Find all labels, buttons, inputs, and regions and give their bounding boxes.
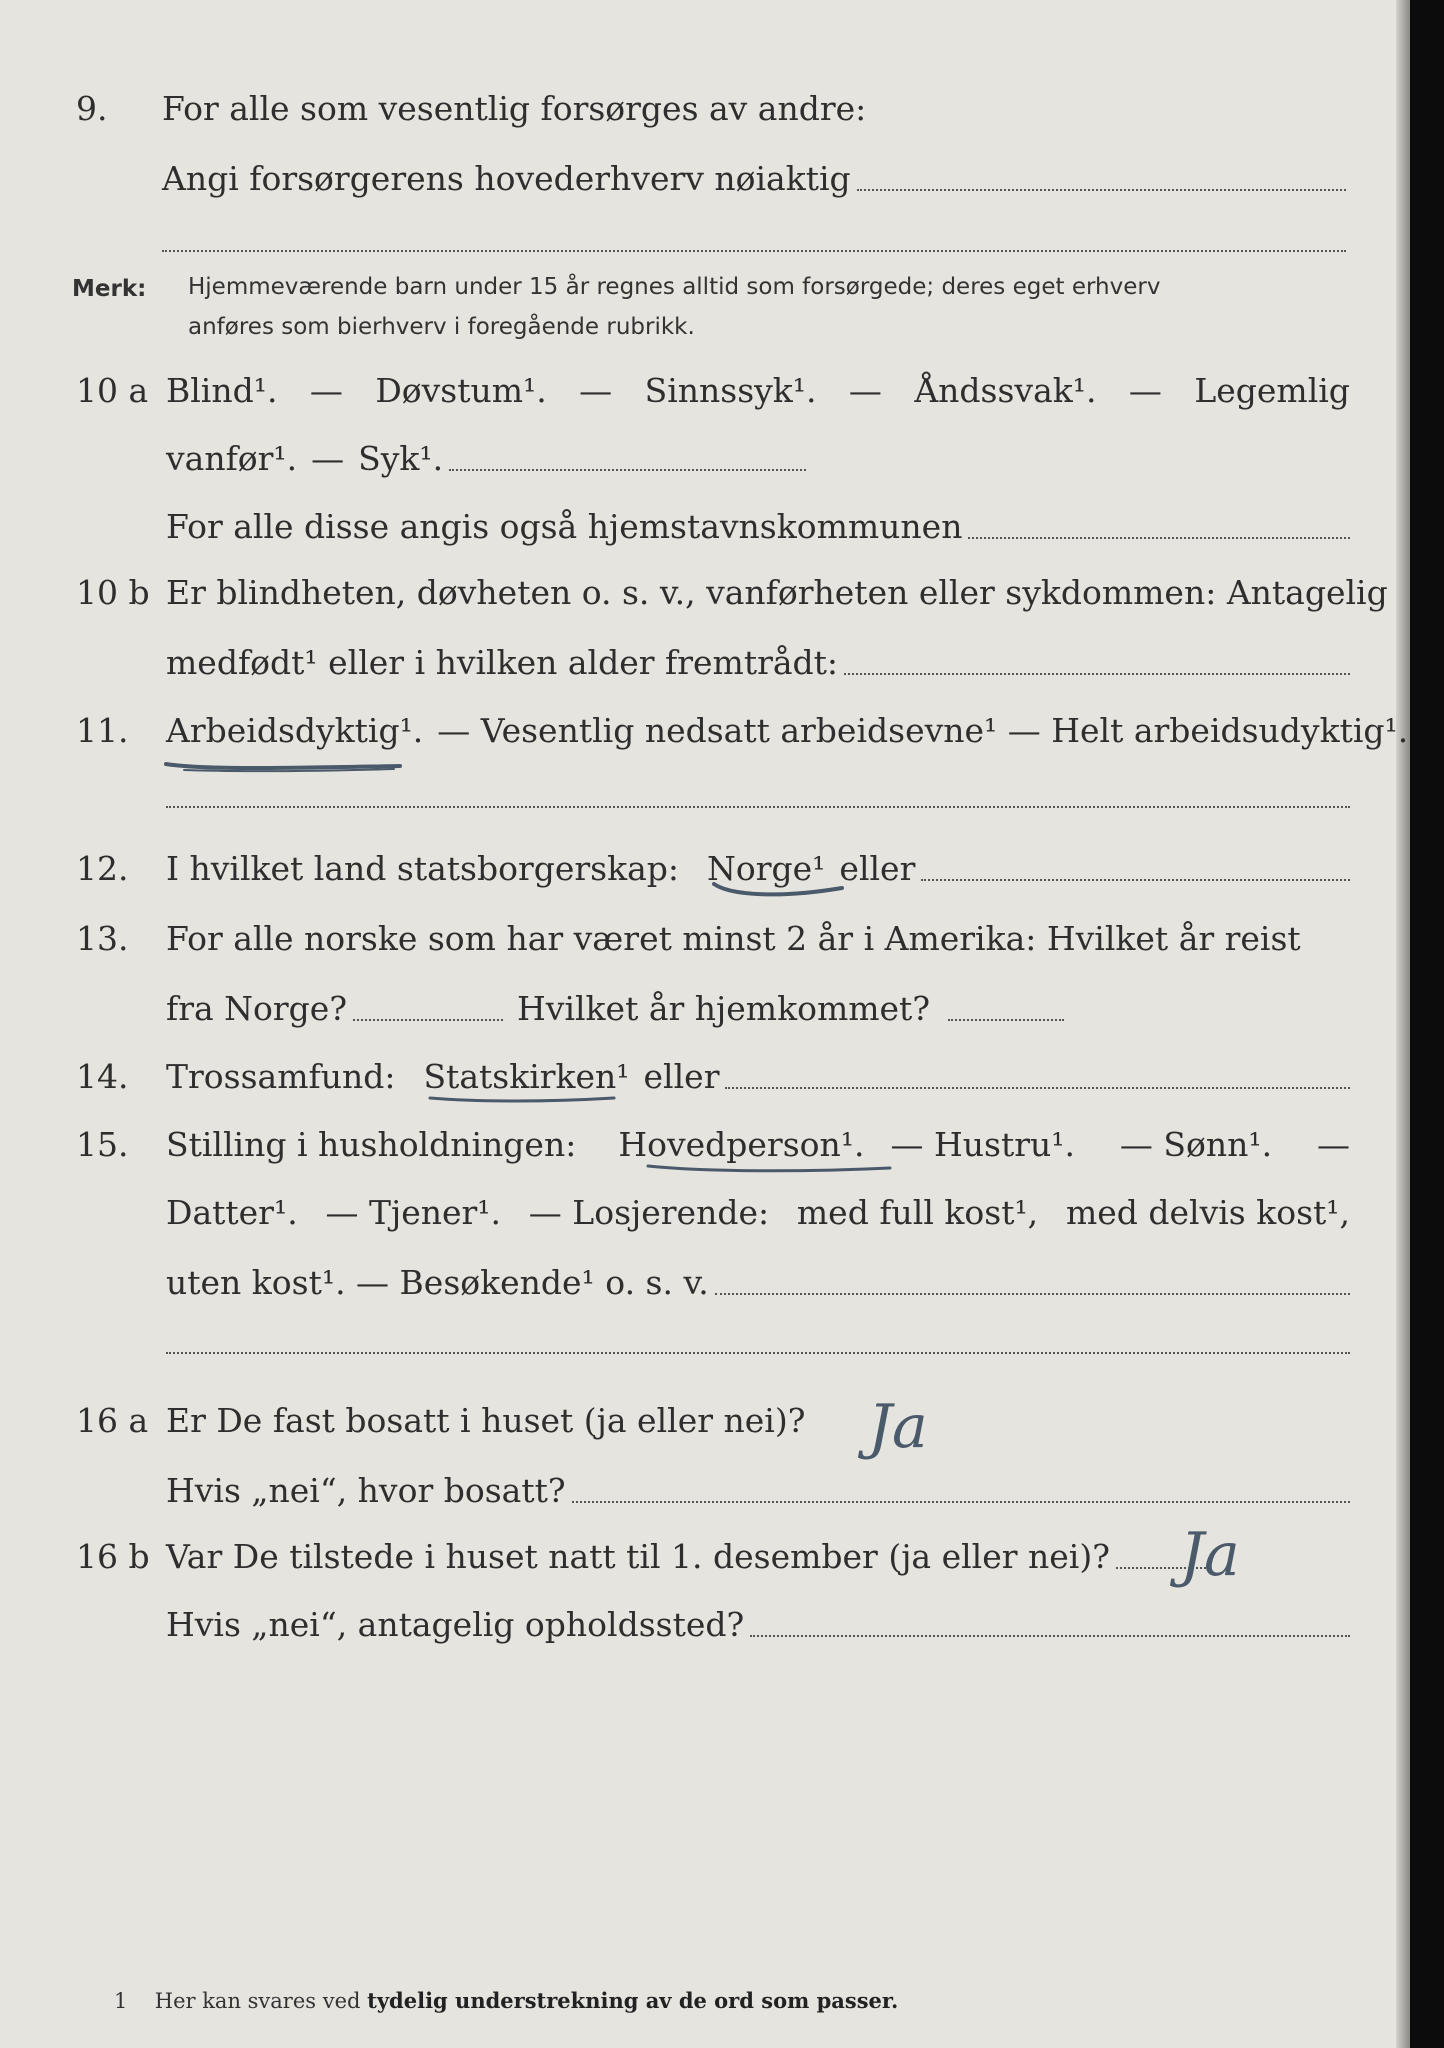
question-number: 15. [76,1125,129,1164]
option-hovedperson[interactable]: Hovedperson¹. [618,1125,865,1164]
handwritten-answer-16a: Ja [868,1392,928,1462]
note-label: Merk: [72,276,147,302]
answer-field-arbeidsevne-extra[interactable] [166,806,1350,808]
question-12-text: I hvilket land statsborgerskap: [166,849,680,888]
dash: — [579,371,613,410]
question-10b-line2: medfødt¹ eller i hvilken alder fremtrådt: [166,643,839,682]
option-sinnssyk: Sinnssyk¹. [644,371,817,410]
question-14-text: Trossamfund: [166,1057,396,1096]
dash: — [309,371,343,410]
question-number: 13. [76,919,129,958]
dash: — [1128,371,1162,410]
footnote [114,1988,898,2013]
pencil-underline-arbeidsdyktig [164,754,404,774]
answer-field-stilling[interactable] [715,1292,1350,1295]
answer-field-year-left[interactable] [353,1018,503,1021]
answer-field-provider-occupation[interactable] [857,188,1346,191]
answer-field-alder[interactable] [844,672,1350,675]
question-15-line2 [166,1192,1350,1234]
option-delvis-kost: med delvis kost¹, [1065,1193,1350,1232]
option-dovstum: Døvstum¹. [375,371,547,410]
option-losjerende: — Losjerende: [528,1193,770,1232]
dash: — [1317,1125,1350,1164]
option-legemlig: Legemlig [1194,371,1350,410]
question-number: 14. [76,1057,129,1096]
pencil-underline-norge [712,878,846,900]
option-hustru: — Hustru¹. [890,1125,1075,1164]
answer-field-syk[interactable] [449,468,806,471]
question-15-line3: uten kost¹. — Besøkende¹ o. s. v. [166,1263,709,1302]
question-number: 10 b [76,573,150,612]
question-9-line2: Angi forsørgerens hovederhverv nøiaktig [162,159,851,198]
option-blind: Blind¹. [166,371,278,410]
answer-field-trossamfund[interactable] [725,1086,1350,1089]
option-syk: Syk¹. [358,439,444,478]
option-tjener: — Tjener¹. [325,1193,502,1232]
question-14-tail: eller [643,1057,720,1096]
question-number: 11. [76,711,129,750]
option-norge[interactable]: Norge¹ [707,849,826,888]
question-number: 10 a [76,371,149,410]
option-statskirken[interactable]: Statskirken¹ [423,1057,630,1096]
question-number: 12. [76,849,129,888]
note-line1: Hjemmeværende barn under 15 år regnes alltid som forsørgede; deres eget erhverv [188,274,1161,300]
answer-field-bosatt[interactable] [572,1500,1350,1503]
option-andssvak: Åndssvak¹. [914,371,1097,410]
question-10a-line3: For alle disse angis også hjemstavnskommunen [166,507,963,546]
question-number: 9. [76,89,108,128]
note-line2: anføres som bierhverv i foregående rubrikk. [188,314,695,340]
option-full-kost: med full kost¹, [796,1193,1039,1232]
question-15-text: Stilling i husholdningen: [166,1125,577,1164]
option-arbeidsdyktig[interactable]: Arbeidsdyktig¹. [166,711,424,750]
dash: — [311,439,345,478]
question-16b-line1: Var De tilstede i huset natt til 1. desember (ja eller nei)? [166,1537,1110,1576]
question-16a-line2: Hvis „nei“, hvor bosatt? [166,1471,566,1510]
answer-field-hjemstavnskommune[interactable] [968,536,1350,539]
answer-field-provider-occupation-extra[interactable] [162,250,1346,252]
question-11-rest: — Vesentlig nedsatt arbeidsevne¹ — Helt arbeidsudyktig¹. [437,711,1409,750]
option-vanfor: vanfør¹. [166,439,298,478]
question-16b-line2: Hvis „nei“, antagelig opholdssted? [166,1605,745,1644]
question-12-tail: eller [839,849,916,888]
option-sonn: — Sønn¹. [1119,1125,1273,1164]
question-16a-line1: Er De fast bosatt i huset (ja eller nei)? [166,1401,806,1440]
question-10b-line1: Er blindheten, døvheten o. s. v., vanførheten eller sykdommen: Antagelig [166,573,1388,612]
answer-field-stilling-extra[interactable] [166,1352,1350,1354]
question-13-hjemkommet: Hvilket år hjemkommet? [517,989,931,1028]
footnote-text: Her kan svares ved [154,1989,361,2013]
option-datter: Datter¹. [166,1193,298,1232]
question-number: 16 b [76,1537,150,1576]
dash: — [848,371,882,410]
answer-field-opholdssted[interactable] [750,1634,1350,1637]
footnote-bold-text: tydelig understrekning av de ord som passer. [367,1988,899,2013]
page-edge-shadow [1396,0,1410,2048]
question-9-line1: For alle som vesentlig forsørges av andre: [162,89,867,128]
answer-field-statsborgerskap[interactable] [921,878,1350,881]
question-13-line1: For alle norske som har været minst 2 år i Amerika: Hvilket år reist [166,919,1301,958]
question-13-reist: fra Norge? [166,989,348,1028]
handwritten-answer-16b: Ja [1180,1520,1240,1590]
footnote-mark: 1 [114,1989,128,2013]
question-10a-options [166,370,1350,412]
answer-field-year-returned[interactable] [948,1018,1064,1021]
pencil-underline-hovedperson [646,1160,894,1178]
pencil-underline-statskirken [428,1092,618,1108]
question-number: 16 a [76,1401,149,1440]
